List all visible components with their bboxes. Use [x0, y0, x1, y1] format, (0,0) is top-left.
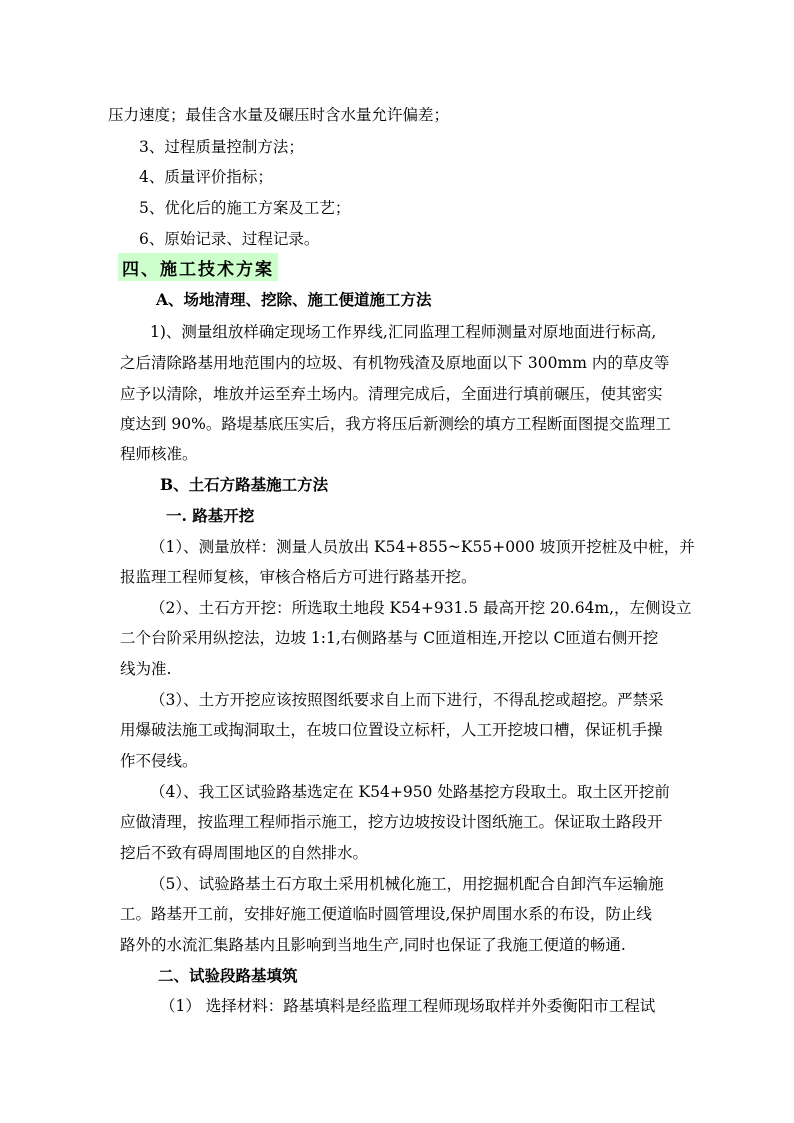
- text-line: （1） 选择材料：路基填料是经监理工程师现场取样并外委衡阳市工程试: [160, 997, 656, 1015]
- text-line: 1)、测量组放样确定现场工作界线,汇同监理工程师测量对原地面进行标高,: [150, 323, 657, 341]
- text-line: （1）、测量放样：测量人员放出 K54+855~K55+000 坡顶开挖桩及中桩，并: [150, 538, 695, 556]
- list-item: 6、原始记录、过程记录。: [139, 230, 320, 248]
- text-line: （4）、我工区试验路基选定在 K54+950 处路基挖方段取土。取土区开挖前: [150, 783, 670, 801]
- text-line: 之后清除路基用地范围内的垃圾、有机物残渣及原地面以下 300mm 内的草皮等: [120, 354, 670, 372]
- text-line: 路外的水流汇集路基内且影响到当地生产,同时也保证了我施工便道的畅通.: [120, 936, 626, 954]
- text-line: 报监理工程师复核，审核合格后方可进行路基开挖。: [120, 568, 477, 586]
- subsection-heading: B、土石方路基施工方法: [160, 475, 329, 494]
- section-heading: 四、施工技术方案: [118, 253, 278, 281]
- text-line: 线为准.: [120, 660, 172, 678]
- text-line: （5）、试验路基土石方取土采用机械化施工，用挖掘机配合自卸汽车运输施: [150, 875, 664, 893]
- text-line: 用爆破法施工或掏洞取土，在坡口位置设立标杆，人工开挖坡口槽，保证机手操: [120, 721, 663, 739]
- text-line: 压力速度；最佳含水量及碾压时含水量允许偏差；: [108, 106, 450, 124]
- text-line: 工。路基开工前，安排好施工便道临时圆管埋设,保护周围水系的布设，防止线: [120, 905, 652, 923]
- text-line: 度达到 90%。路堤基底压实后，我方将压后新测绘的填方工程断面图提交监理工: [120, 415, 671, 433]
- text-line: 程师核准。: [120, 445, 198, 463]
- text-line: 应做清理，按监理工程师指示施工，挖方边坡按设计图纸施工。保证取土路段开: [120, 813, 663, 831]
- text-line: （3）、土方开挖应该按照图纸要求自上而下进行，不得乱挖或超挖。严禁采: [150, 691, 664, 709]
- text-line: 作不侵线。: [120, 752, 198, 770]
- list-item: 3、过程质量控制方法；: [139, 138, 304, 156]
- text-line: （2）、土石方开挖：所选取土地段 K54+931.5 最高开挖 20.64m,，左侧设立: [150, 599, 692, 617]
- text-line: 应予以清除，堆放并运至弃土场内。清理完成后，全面进行填前碾压，使其密实: [120, 385, 663, 403]
- subsection-heading: 二、试验段路基填筑: [158, 966, 298, 985]
- list-item: 4、质量评价指标；: [139, 168, 273, 186]
- text-line: 挖后不致有碍周围地区的自然排水。: [120, 844, 369, 862]
- list-item: 5、优化后的施工方案及工艺；: [139, 199, 351, 217]
- subsection-heading: 一. 路基开挖: [166, 506, 255, 525]
- text-line: 二个台阶采用纵挖法，边坡 1:1,右侧路基与 C匝道相连,开挖以 C匝道右侧开挖: [120, 629, 659, 647]
- subsection-heading: A、场地清理、挖除、施工便道施工方法: [156, 290, 432, 309]
